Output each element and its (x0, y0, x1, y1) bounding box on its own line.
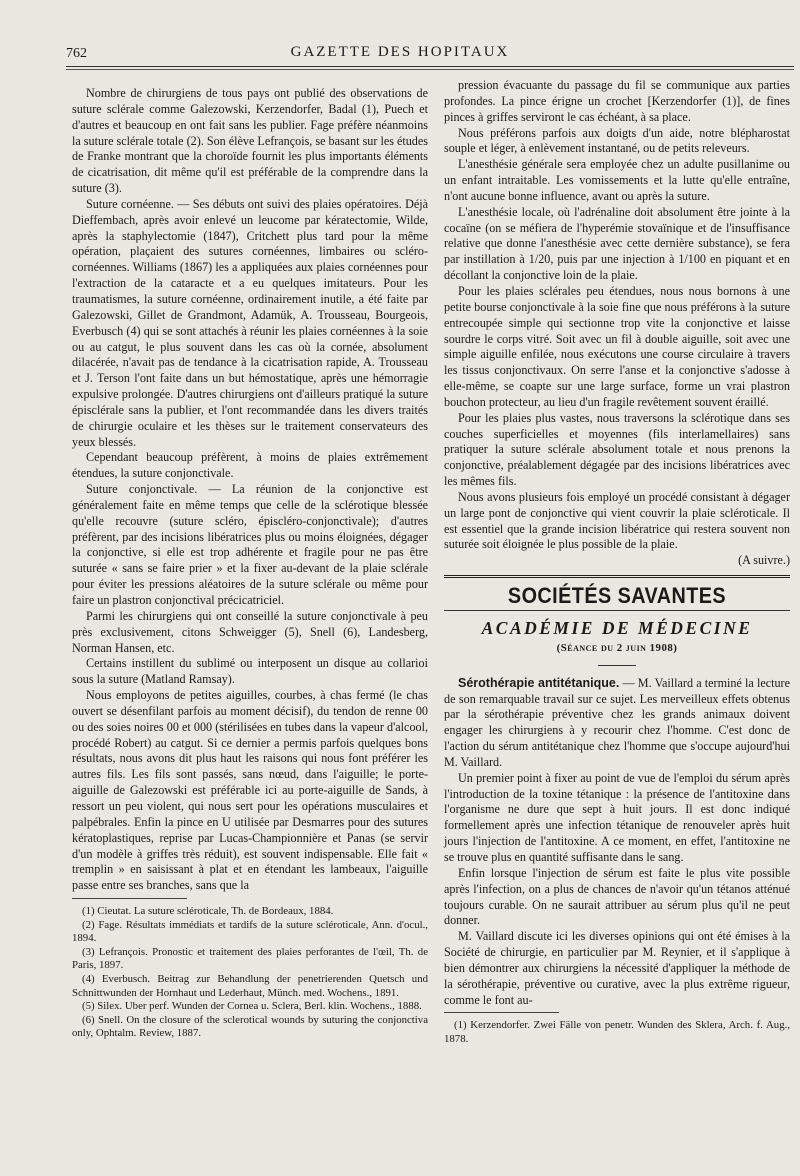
article-title: Sérothérapie antitétanique. (458, 675, 620, 690)
paragraph: Pour les plaies plus vastes, nous traversons la sclérotique dans ses couches superficielles et moyennes (fils interlamellaires) sans pratiquer la suture sclérale absolument totale et nous prenons la conjonctive, préalablement dégagée par des incisions libératrices avec les mêmes fils. (444, 410, 790, 489)
paragraph: Suture conjonctivale. — La réunion de la conjonctive est généralement faite en même temps que celle de la sclérotique blessée qu'elle recouvre (suture scléro, épiscléro-conjonctivale); d'autres préfèrent, par des incisions libératrices plus ou moins éloignées, dégager la conjonctive, si elle est trop adhérente et fragile pour ne pas être suturée « sans se faire prier » et la fixer au-devant de la plaie sclérale pour éviter les pressions aléatoires de la suture sclérale ou même pour faire un plastron conjonctival précicatriciel. (72, 482, 428, 607)
paragraph: Nous avons plusieurs fois employé un procédé consistant à dégager un large pont de conjonctive qui vient couvrir la plaie scléroticale. Il est essentiel que la grande incision libératrice qui restera souvent non suturée soit éloignée le plus possible de la plaie. (444, 489, 790, 552)
header-rule-secondary (66, 69, 794, 70)
section-title: SOCIÉTÉS SAVANTES (507, 583, 727, 609)
paragraph: L'anesthésie générale sera employée chez un adulte pusillanime ou un enfant intraitable. Les vomissements et la lutte qu'elle entraîne, n'ont aucune bonne influence, avant ou après la suture. (444, 157, 790, 203)
footnote: (6) Snell. On the closure of the sclerotical wounds by suturing the conjonctiva only, Ophtalm. Review, 1887. (72, 1013, 428, 1040)
short-rule (598, 665, 636, 666)
paragraph: Parmi les chirurgiens qui ont conseillé la suture conjonctivale à peu près exclusivement, citons Schweigger (5), Snell (6), Landesberg, Norman Hansen, etc. (72, 608, 428, 655)
paragraph: Pour les plaies sclérales peu étendues, nous nous bornons à une petite bourse conjonctivale à la soie fine que nous préférons à la suture entrecoupée simple qui sectionne trop vite la conjonctive et laisse sourdre le corps vitré. Soit avec un fil à double aiguille, soit avec une simple aiguille enfilée, nous exécutons une course circulaire à travers les tissus conjonctivaux. On serre l'anse et la conjonctive s'adosse à elle-même, se coapte sur une large surface, forme un vrai plastron bouchon protecteur, au lieu d'un fragile revêtement souvent éraillé. (444, 283, 790, 409)
footnote: (5) Silex. Uber perf. Wunden der Cornea u. Sclera, Berl. klin. Wochens., 1888. (82, 1000, 422, 1013)
footnote: (4) Everbusch. Beitrag zur Behandlung der penetrierenden Quetsch und Schnittwunden der Hornhaut und Lederhaut, Münch. med. Wochens., 1891. (72, 973, 428, 999)
footnote: (1) Kerzendorfer. Zwei Fälle von penetr. Wunden des Sklera, Arch. f. Aug., 1878. (444, 1019, 790, 1045)
academy-heading: ACADÉMIE DE MÉDECINE (481, 618, 753, 638)
paragraph: Suture cornéenne. — Ses débuts ont suivi des plaies opératoires. Déjà Dieffembach, après avoir enlevé un leucome par kératectomie, Wilde, après la staphylectomie (1847), Critchett plus tard pour la même opération, plaçaient des sutures cornéennes, limbaires ou scléro-cornéennes. Williams (1867) les a appliquées aux plaies cornéennes pour l'extraction de la cataracte et a eu quelques imitateurs. Pour les traumatismes, la suture cornéenne, ordinairement inutile, a été faite par Galezowski, Gillet de Grandmont, Adamük, A. Trousseau, Bourgeois, Everbusch (4) qui se sont attachés à réunir les plaies cornéennes à la soie ou au catgut, le plus souvent dans les cas où la cornée, absolument dilacérée, n'avait pas de tendance à la cicatrisation rapide, A. Trousseau et J. Terson l'ont faite dans un but hémostatique, après une hémorragie expulsive prolongée. D'autres chirurgiens ont d'ailleurs pratiqué la suture épisclérale sans la publier, et l'ont recommandée dans les divers traités de chirurgie oculaire et les thèses sur le traitement conservateurs des yeux blessés. (72, 196, 428, 449)
right-column (444, 78, 790, 1047)
header-rule (66, 66, 794, 67)
paragraph: Cependant beaucoup préfèrent, à moins de plaies extrêmement étendues, la suture conjonctivale. (72, 450, 428, 481)
paragraph: pression évacuante du passage du fil se communique aux parties profondes. La pince érigne un crochet [Kerzendorfer (1)], de fines pinces à griffes serviront le cas échéant, à sa place. (444, 78, 790, 124)
paragraph: Enfin lorsque l'injection de sérum est faite le plus vite possible après l'infection, on a plus de chances de n'avoir qu'un tétanos atténué toujours curable. On ne saurait attribuer au sérum plus qu'il ne peut donner. (444, 865, 790, 928)
footnote: (1) Cieutat. La suture scléroticale, Th. de Bordeaux, 1884. (82, 905, 334, 918)
page-number: 762 (66, 46, 87, 61)
paragraph: Certains instillent du sublimé ou interposent un disque au collarioi sous la suture (Matland Ramsay). (72, 656, 428, 687)
paragraph: L'anesthésie locale, où l'adrénaline doit absolument être jointe à la cocaïne (on se méfiera de l'hyperémie stovaïnique et de l'insuffisance relative que donne l'anesthésie avec cette dernière substance), se fera par instillation à 1/20, puis par une injection à 1/100 en piquant et en décollant la conjonctive loin de la plaie. (444, 204, 790, 283)
footnote: (2) Fage. Résultats immédiats et tardifs de la suture scléroticale, Ann. d'ocul., 1894. (72, 918, 428, 945)
running-title: GAZETTE DES HOPITAUX (290, 44, 510, 60)
footnote-rule (444, 1012, 559, 1013)
to-be-continued: (A suivre.) (738, 553, 790, 568)
paragraph: Nombre de chirurgiens de tous pays ont publié des observations de suture sclérale comme Galezowski, Kerzendorfer, Badal (1), Puech et d'autres et beaucoup en ont fait sans les publier. Fage préfère néanmoins la suture sclérale totale (2). Son élève Lefrançois, se basant sur les études de Franke montrant que la choroïde fournit les plus importants éléments de cicatrisation, dit même qu'il est préférable de la comprendre dans la suture (3). (72, 86, 428, 196)
left-column (72, 86, 428, 1041)
footnote: (3) Lefrançois. Pronostic et traitement des plaies perforantes de l'œil, Th. de Paris, 1897. (72, 945, 428, 972)
paragraph: Nous employons de petites aiguilles, courbes, à chas fermé (le chas ouvert se désenfilant parfois au moment décisif), du tendon de renne 00 ou des soies noires 00 et 000 (stérilisées en tubes dans la vapeur d'alcool, procédé Robert) au catgut. Si ce dernier a permis parfois quelques bons résultats, nous avons dit plus haut les raisons qui nous font préférer les autres fils. Les fils sont passés, sans nœud, dans l'aiguille; le porte-aiguille de Galezowski est préférable ici au porte-aiguille de Sands, à ressort un peu violent, qui nous sert pour les opérations musculaires et palpébrales. Enfin la pince en U utilisée par Desmarres pour des sutures kératoplastiques, reprise par Lucas-Championnière et Panas (se servir d'un modèle à griffes très réduit), est souvent indispensable. Elle fait « tremplin » en saisissant à plat et en étendant les lambeaux, l'aiguille passe entre ses branches, sans que la (72, 688, 428, 893)
paragraph (444, 676, 790, 771)
paragraph: Nous préférons parfois aux doigts d'un aide, notre blépharostat souple et léger, à enlèvement instantané, ou de petits releveurs. (444, 125, 790, 156)
footnote-rule (72, 898, 187, 899)
session-date: (Séance du 2 juin 1908) (556, 641, 678, 654)
paragraph: M. Vaillard discute ici les diverses opinions qui ont été émises à la Société de chirurgie, en particulier par M. Reynier, et il s'applique à bien démontrer aux chirurgiens la nécessité d'appliquer la méthode de la sérothérapie, préventive ou curative, avec la plus extrême rigueur, comme le font au- (444, 929, 790, 1007)
article-text: — M. Vaillard a terminé la lecture de son remarquable travail sur ce sujet. Les merveilleux effets obtenus par la sérothérapie préventive chez les grands animaux doivent engager les chirurgiens à y recourir chez l'homme. C'est donc de l'action du sérum antitétanique chez l'homme que s'occupe aujourd'hui M. Vaillard. (444, 675, 790, 769)
section-title-rule (444, 610, 790, 611)
paragraph: Un premier point à fixer au point de vue de l'emploi du sérum après l'introduction de la toxine tétanique : la présence de l'antitoxine dans l'organisme ne dure que sept à huit jours. Il est donc indiqué formellement après une infection tétanique de renouveler après huit jours l'injection de l'antitoxine. A ce moment, en effet, l'antitoxine ne se trouve plus en quantité suffisante dans le sang. (444, 770, 790, 864)
section-rule (444, 575, 790, 578)
